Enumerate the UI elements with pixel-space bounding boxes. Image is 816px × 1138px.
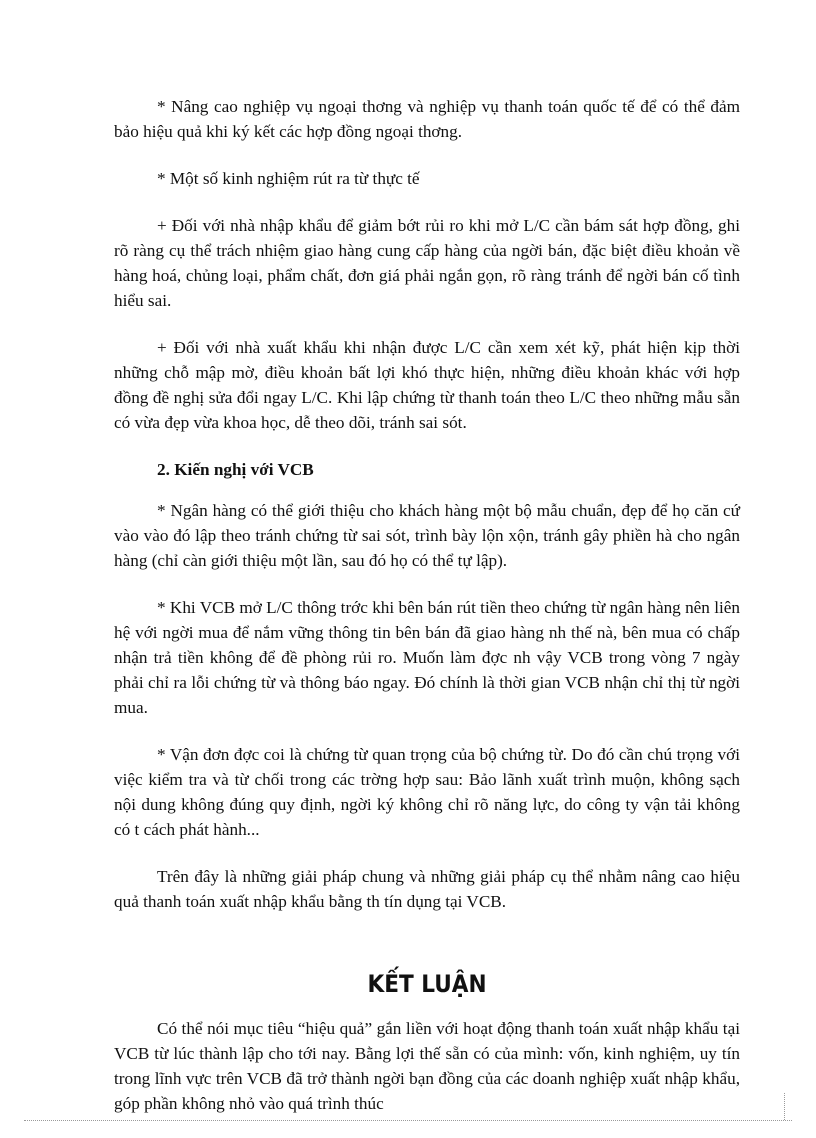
paragraph-importer-advice: + Đối với nhà nhập khẩu để giảm bớt rủi ro khi mở L/C cần bám sát hợp đồng, ghi rõ ràng cụ thể trách nhiệm giao hàng cung cấp hàng của ngời bán, đặc biệt điều khoản về hàng hoá, chủng loại, phẩm chất, đơn giá phải ngắn gọn, rõ ràng tránh để ngời bán cố tình hiểu sai. — [114, 216, 740, 310]
paragraph-standard-templates: * Ngân hàng có thể giới thiệu cho khách hàng một bộ mẫu chuẩn, đẹp để họ căn cứ vào vào đó lập theo tránh chứng từ sai sót, trình bày lộn xộn, tránh gây phiền hà cho ngân hàng (chỉ càn giới thiệu một lần, sau đó họ có thể tự lập). — [114, 501, 740, 570]
paragraph-conclusion: Có thể nói mục tiêu “hiệu quả” gắn liền với hoạt động thanh toán xuất nhập khẩu tại VCB từ lúc thành lập cho tới nay. Bằng lợi thế sẵn có của mình: vốn, kinh nghiệm, uy tín trong lĩnh vực trên VCB đã trở thành ngời bạn đồng của các doanh nghiệp xuất nhập khẩu, góp phần không nhỏ vào quá trình thúc — [114, 1019, 740, 1113]
paragraph-lc-contact-buyer: * Khi VCB mở L/C thông trớc khi bên bán rút tiền theo chứng từ ngân hàng nên liên hệ với ngời mua để nắm vững thông tin bên bán đã giao hàng nh thế nà, bên mua có chấp nhận trả tiền không để đề phòng rủi ro. Muốn làm đợc nh vậy VCB trong vòng 7 ngày phải chỉ ra lỗi chứng từ và thông báo ngay. Đó chính là thời gian VCB nhận chỉ thị từ ngời mua. — [114, 598, 740, 717]
paragraph-summary: Trên đây là những giải pháp chung và những giải pháp cụ thể nhằm nâng cao hiệu quả thanh toán xuất nhập khẩu bằng th tín dụng tại VCB. — [114, 867, 740, 911]
page-content — [114, 94, 740, 1138]
paragraph-foreign-trade-skills: * Nâng cao nghiệp vụ ngoại thơng và nghiệp vụ thanh toán quốc tế để có thể đảm bảo hiệu quả khi ký kết các hợp đồng ngoại thơng. — [114, 97, 740, 141]
paragraph-bill-of-lading: * Vận đơn đợc coi là chứng từ quan trọng của bộ chứng từ. Do đó cần chú trọng với việc kiểm tra và từ chối trong các trờng hợp sau: Bảo lãnh xuất trình muộn, không sạch nội dung không đúng quy định, ngời ký không chỉ rõ năng lực, do công ty vận tải không có t cách phát hành... — [114, 745, 740, 839]
paragraph-exporter-advice: + Đối với nhà xuất khẩu khi nhận được L/C cần xem xét kỹ, phát hiện kịp thời những chỗ mập mờ, điều khoản bất lợi khó thực hiện, những điều khoản khác với hợp đồng đề nghị sửa đổi ngay L/C. Khi lập chứng từ thanh toán theo L/C theo những mẫu sẵn có vừa đẹp vừa khoa học, dễ theo dõi, tránh sai sót. — [114, 338, 740, 432]
section-heading-vcb-recommendations: 2. Kiến nghị với VCB — [157, 460, 314, 479]
chapter-title-conclusion: KẾT LUẬN — [367, 970, 487, 998]
paragraph-lessons-heading: * Một số kinh nghiệm rút ra từ thực tế — [157, 169, 420, 188]
footer-dotted-tick — [784, 1093, 785, 1120]
footer-dotted-rule — [24, 1120, 792, 1121]
